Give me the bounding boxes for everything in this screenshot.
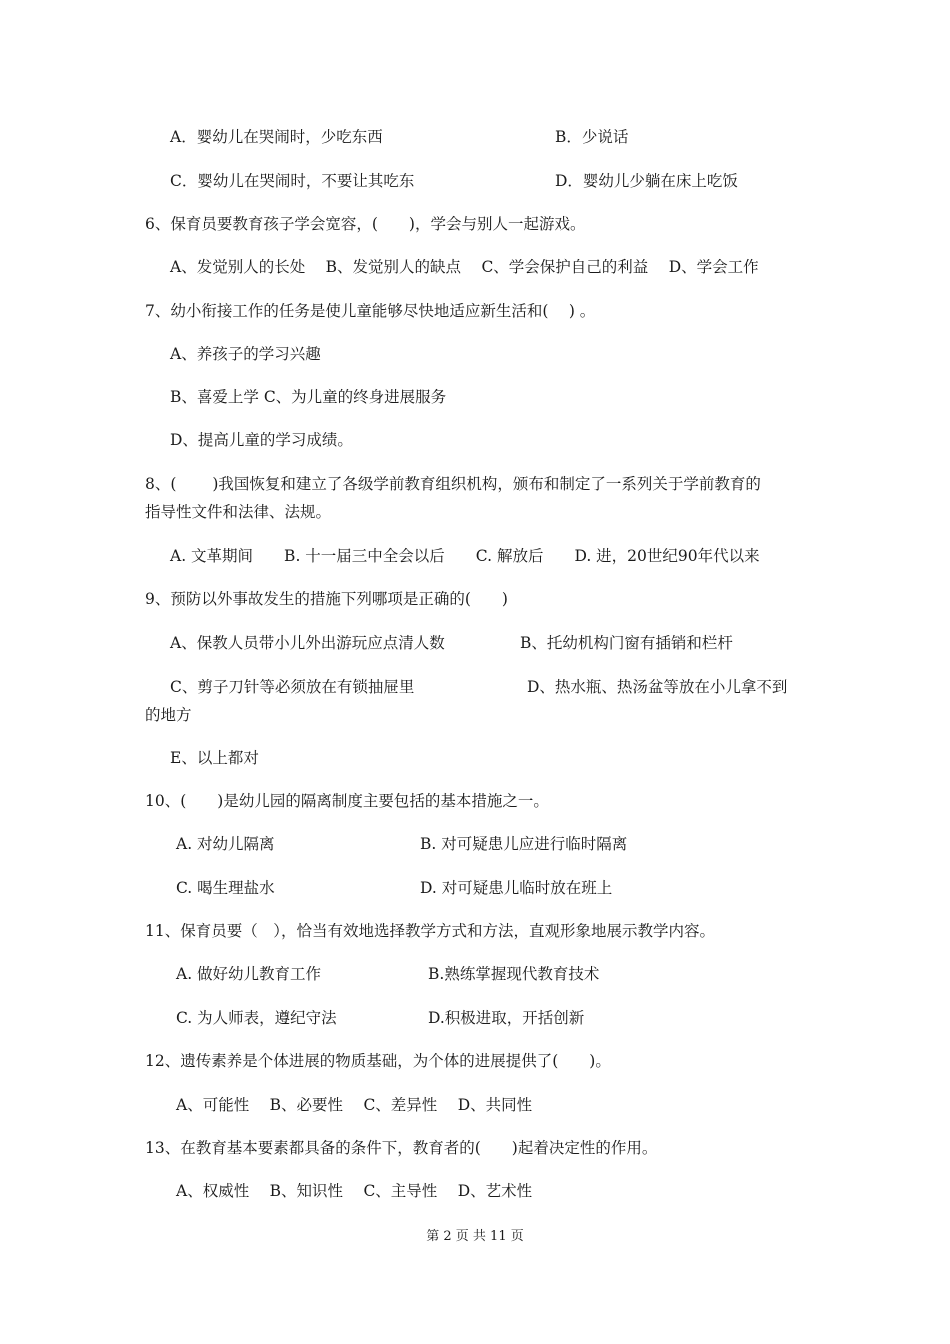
q11-option-c: C. 为人师表，遵纪守法 (176, 1009, 337, 1027)
q9-option-d-line1: D、热水瓶、热汤盆等放在小儿拿不到 (527, 678, 788, 696)
q8-stem-line2: 指导性文件和法律、法规。 (145, 503, 332, 521)
q10-option-b: B. 对可疑患儿应进行临时隔离 (420, 835, 628, 853)
page-footer: 第 2 页 共 11 页 (426, 1229, 524, 1244)
q6-stem: 6、保育员要教育孩子学会宽容，( )，学会与别人一起游戏。 (145, 215, 586, 233)
q10-stem: 10、( )是幼儿园的隔离制度主要包括的基本措施之一。 (145, 792, 549, 810)
q9-option-b: B、托幼机构门窗有插销和栏杆 (520, 634, 733, 652)
q8-stem-line1: 8、( )我国恢复和建立了各级学前教育组织机构，颁布和制定了一系列关于学前教育的 (145, 475, 761, 493)
q7-option-d: D、提高儿童的学习成绩。 (170, 431, 353, 449)
q12-stem: 12、遗传素养是个体进展的物质基础，为个体的进展提供了( )。 (145, 1052, 611, 1070)
q11-option-a: A. 做好幼儿教育工作 (176, 965, 322, 983)
q11-option-b: B.熟练掌握现代教育技术 (428, 965, 600, 983)
q9-option-d-line2: 的地方 (145, 706, 192, 724)
q5-option-c: C．婴幼儿在哭闹时，不要让其吃东 (170, 172, 415, 190)
q7-stem: 7、幼小衔接工作的任务是使儿童能够尽快地适应新生活和( ) 。 (145, 302, 596, 320)
q11-stem: 11、保育员要（ ），恰当有效地选择教学方式和方法，直观形象地展示教学内容。 (145, 922, 715, 940)
q13-stem: 13、在教育基本要素都具备的条件下，教育者的( )起着决定性的作用。 (145, 1139, 658, 1157)
q5-option-a: A．婴幼儿在哭闹时，少吃东西 (170, 128, 383, 146)
q9-stem: 9、预防以外事故发生的措施下列哪项是正确的( ) (145, 590, 508, 608)
q9-option-e: E、以上都对 (170, 749, 259, 767)
q10-option-d: D. 对可疑患儿临时放在班上 (420, 879, 613, 897)
q9-option-a: A、保教人员带小儿外出游玩应点清人数 (170, 634, 445, 652)
q7-option-bc: B、喜爱上学 C、为儿童的终身进展服务 (170, 388, 447, 406)
q10-option-a: A. 对幼儿隔离 (176, 835, 275, 853)
q8-options: A. 文革期间 B. 十一届三中全会以后 C. 解放后 D. 进，20世纪90年代以来 (170, 547, 760, 565)
q11-option-d: D.积极进取，开括创新 (428, 1009, 585, 1027)
q9-option-c: C、剪子刀针等必须放在有锁抽屉里 (170, 678, 415, 696)
q6-options: A、发觉别人的长处 B、发觉别人的缺点 C、学会保护自己的利益 D、学会工作 (170, 258, 759, 276)
q5-option-d: D．婴幼儿少躺在床上吃饭 (555, 172, 738, 190)
q7-option-a: A、养孩子的学习兴趣 (170, 345, 321, 363)
q13-options: A、权威性 B、知识性 C、主导性 D、艺术性 (176, 1182, 533, 1200)
q5-option-b: B．少说话 (555, 128, 629, 146)
q12-options: A、可能性 B、必要性 C、差异性 D、共同性 (176, 1096, 533, 1114)
q10-option-c: C. 喝生理盐水 (176, 879, 275, 897)
